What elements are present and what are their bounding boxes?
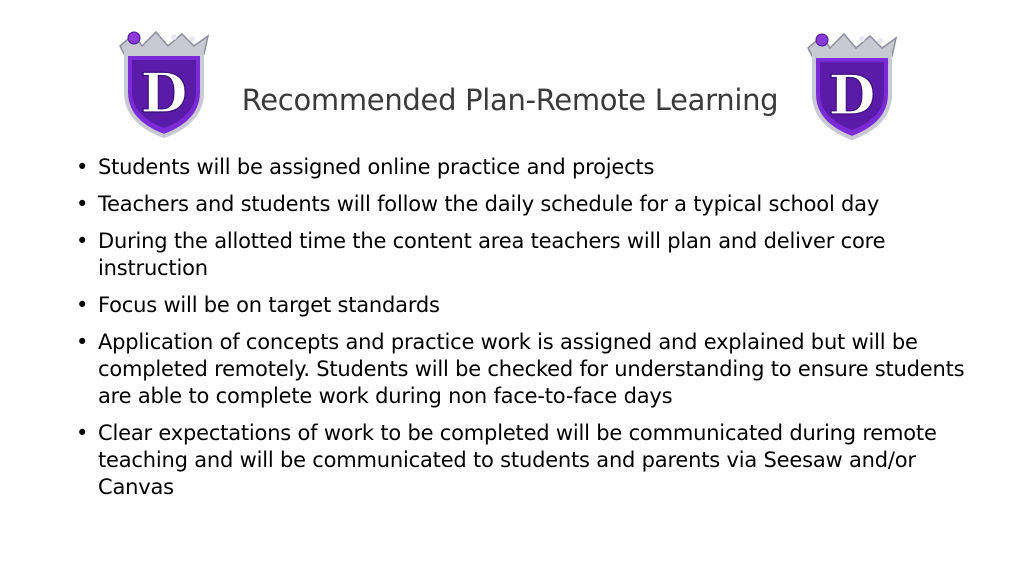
bullet-dot: •: [76, 229, 89, 253]
crown-icon: [120, 32, 208, 54]
bullet-dot: •: [76, 192, 89, 216]
bullet-text: Teachers and students will follow the daily schedule for a typical school day: [98, 192, 880, 216]
bullet-list: [76, 154, 976, 511]
crown-icon: [808, 34, 896, 56]
crest-logo-icon: [800, 30, 904, 142]
bullet-text: Focus will be on target standards: [98, 293, 440, 317]
bullet-text: Students will be assigned online practice and projects: [98, 155, 655, 179]
bullet-item: [76, 228, 976, 282]
page-title: Recommended Plan-Remote Learning: [241, 83, 779, 118]
svg-text:D: D: [140, 61, 188, 125]
svg-text:D: D: [828, 63, 876, 127]
bullet-dot: •: [76, 330, 89, 354]
crest-logo-icon: [112, 28, 216, 140]
bullet-dot: •: [76, 155, 89, 179]
bullet-dot: •: [76, 421, 89, 445]
bullet-text: Application of concepts and practice work is assigned and explained but will be completed remotely. Students will be checked for understanding to ensure students are able to complete work during non face-to-face days: [98, 330, 965, 408]
bullet-item: [76, 420, 976, 501]
bullet-text: Clear expectations of work to be completed will be communicated during remote teaching and will be communicated to students and parents via Seesaw and/or Canvas: [98, 421, 937, 499]
bullet-item: [76, 292, 976, 319]
bullet-item: [76, 329, 976, 410]
bullet-dot: •: [76, 293, 89, 317]
bullet-item: [76, 191, 976, 218]
bullet-item: [76, 154, 976, 181]
bullet-text: During the allotted time the content area teachers will plan and deliver core instruction: [98, 229, 886, 280]
